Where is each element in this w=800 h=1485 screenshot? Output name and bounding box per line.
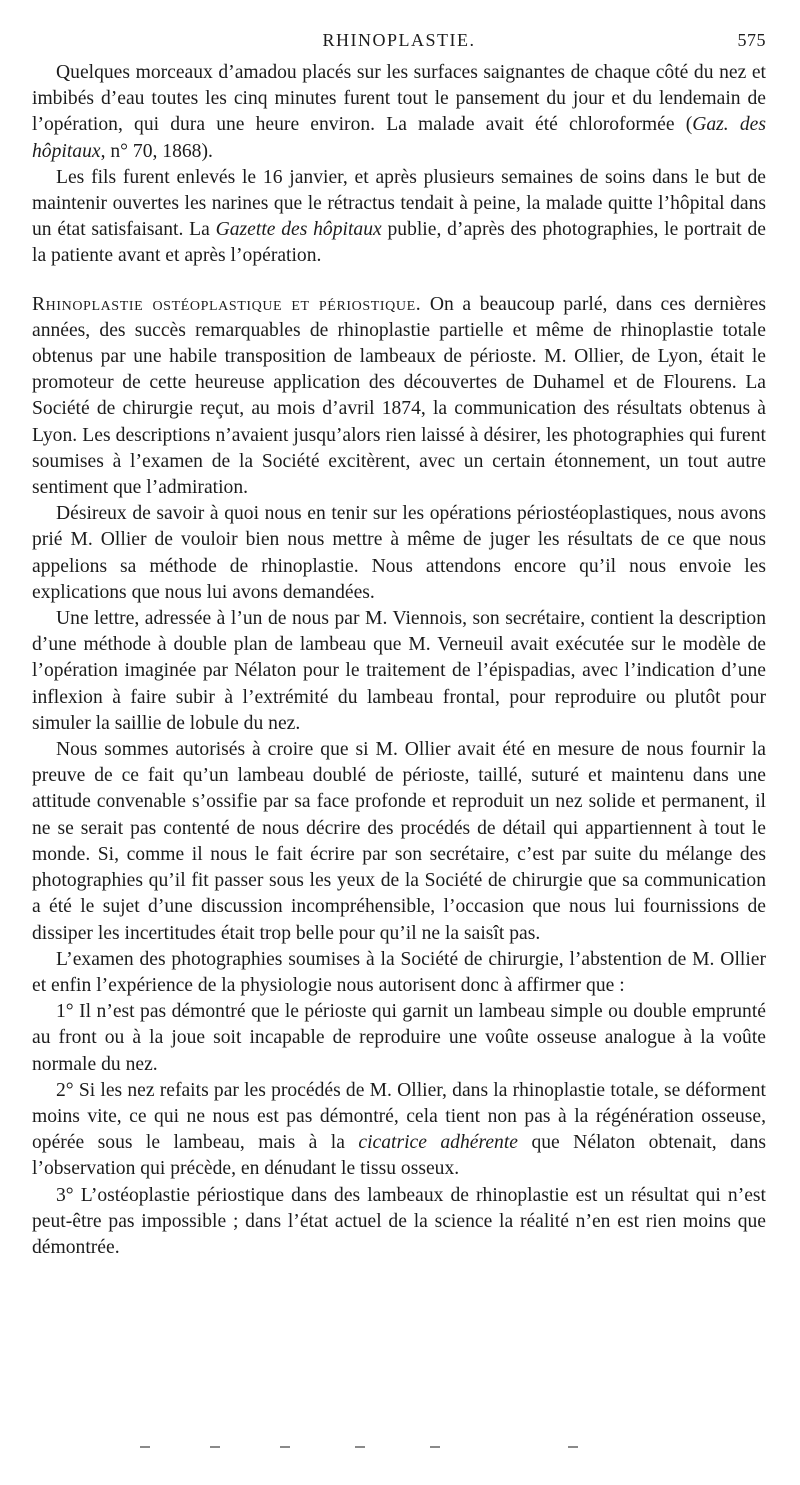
paragraph-5: Une lettre, adressée à l’un de nous par M. Viennois, son secrétaire, contient la description d’une méthode à double plan de lambeau que M. Verneuil avait exécutée sur le modèle de l’opération imaginée par Nélaton pour le traitement de l’épispadias, avec l’indication d’une inflexion à faire subir à l’extrémité du lambeau frontal, pour reproduire ou plutôt pour simuler la saillie de lobule du nez. bbox=[32, 608, 766, 734]
paragraph-9: 2° Si les nez refaits par les procédés de M. Ollier, dans la rhinoplastie totale, se déforment moins vite, ce qui ne nous est pas démontré, cela tient non pas à la régénération osseuse, opérée sous le lambeau, mais à la cicatrice adhérente que Nélaton obtenait, dans l’observation qui précède, en dénudant le tissu osseux. bbox=[32, 1079, 767, 1180]
paragraph-2: Les fils furent enlevés le 16 janvier, et après plusieurs semaines de soins dans le but de maintenir ouvertes les narines que le rétractus tendait à peine, la malade quitte l’hôpital dans un état satisfaisant. La Gazette des hôpitaux publie, d’après des photographies, le portrait de la patiente avant et après l’opération. bbox=[32, 166, 766, 267]
emphasis-italic: cicatrice adhérente bbox=[358, 1132, 518, 1154]
running-title: RHINOPLASTIE. bbox=[322, 30, 476, 50]
paragraph-1: Quelques morceaux d’amadou placés sur les surfaces saignantes de chaque côté du nez et imbibés d’eau toutes les cinq minutes furent tout le pansement du jour et du lendemain de l’opération, qui dura une heure environ. La malade avait été chloroformée (Gaz. des hôpitaux, n° 70, 1868). bbox=[32, 62, 766, 162]
print-mark bbox=[355, 1446, 365, 1448]
page-body bbox=[32, 60, 766, 1261]
print-mark bbox=[430, 1446, 440, 1448]
paragraph-7: L’examen des photographies soumises à la Société de chirurgie, l’abstention de M. Ollier et enfin l’expérience de la physiologie nous autorisent donc à affirmer que : bbox=[32, 948, 766, 996]
section-heading: Rhinoplastie ostéoplastique et périostique. bbox=[32, 293, 422, 315]
print-mark bbox=[280, 1446, 290, 1448]
journal-title-italic: Gazette des hôpitaux bbox=[215, 219, 382, 241]
citation-italic: Gaz. des hôpitaux bbox=[32, 114, 766, 162]
paragraph-6: Nous sommes autorisés à croire que si M. Ollier avait été en mesure de nous fournir la preuve de ce fait qu’un lambeau doublé de périoste, taillé, suturé et maintenu dans une attitude convenable s’ossifie par sa face profonde et reproduit un nez solide et permanent, il ne se serait pas contenté de nous décrire des procédés de détail qui appartiennent à tout le monde. Si, comme il nous le fait écrire par son secrétaire, c’est par suite du mélange des photographies qu’il fit passer sous les yeux de la Société de chirurgie que sa communication a été le sujet d’une discussion incompréhensible, l’occasion que nous lui fournissions de dissiper les incertitudes était trop belle pour qu’il ne la saisît pas. bbox=[32, 739, 766, 944]
print-artifact-marks bbox=[140, 1446, 580, 1450]
paragraph-3: Rhinoplastie ostéoplastique et périostique. On a beaucoup parlé, dans ces dernières années, des succès remarquables de rhinoplastie partielle et même de rhinoplastie totale obtenus par une habile transposition de lambeaux de périoste. M. Ollier, de Lyon, était le promoteur de cette heureuse application des découvertes de Duhamel et de Flourens. La Société de chirurgie reçut, au mois d’avril 1874, la communication des résultats obtenus à Lyon. Les descriptions n’avaient jusqu’alors rien laissé à désirer, les photographies qui furent soumises à l’examen de la Société excitèrent, avec un certain étonnement, un tout autre sentiment que l’admiration. bbox=[32, 293, 766, 499]
paragraph-4: Désireux de savoir à quoi nous en tenir sur les opérations périostéoplastiques, nous avons prié M. Ollier de vouloir bien nous mettre à même de juger les résultats de ce que nous appelions sa méthode de rhinoplastie. Nous attendons encore qu’il nous envoie les explications que nous lui avons demandées. bbox=[32, 503, 766, 603]
print-mark bbox=[210, 1446, 220, 1448]
print-mark bbox=[140, 1446, 150, 1448]
running-header bbox=[32, 30, 766, 54]
page-number: 575 bbox=[737, 30, 766, 50]
paragraph-10: 3° L’ostéoplastie périostique dans des lambeaux de rhinoplastie est un résultat qui n’est peut-être pas impossible ; dans l’état actuel de la science la réalité n’en est rien moins que démontrée. bbox=[32, 1184, 766, 1258]
paragraph-8: 1° Il n’est pas démontré que le périoste qui garnit un lambeau simple ou double emprunté au front ou à la joue soit incapable de reproduire une voûte osseuse analogue à la voûte normale du nez. bbox=[32, 1001, 766, 1075]
print-mark bbox=[568, 1446, 578, 1448]
